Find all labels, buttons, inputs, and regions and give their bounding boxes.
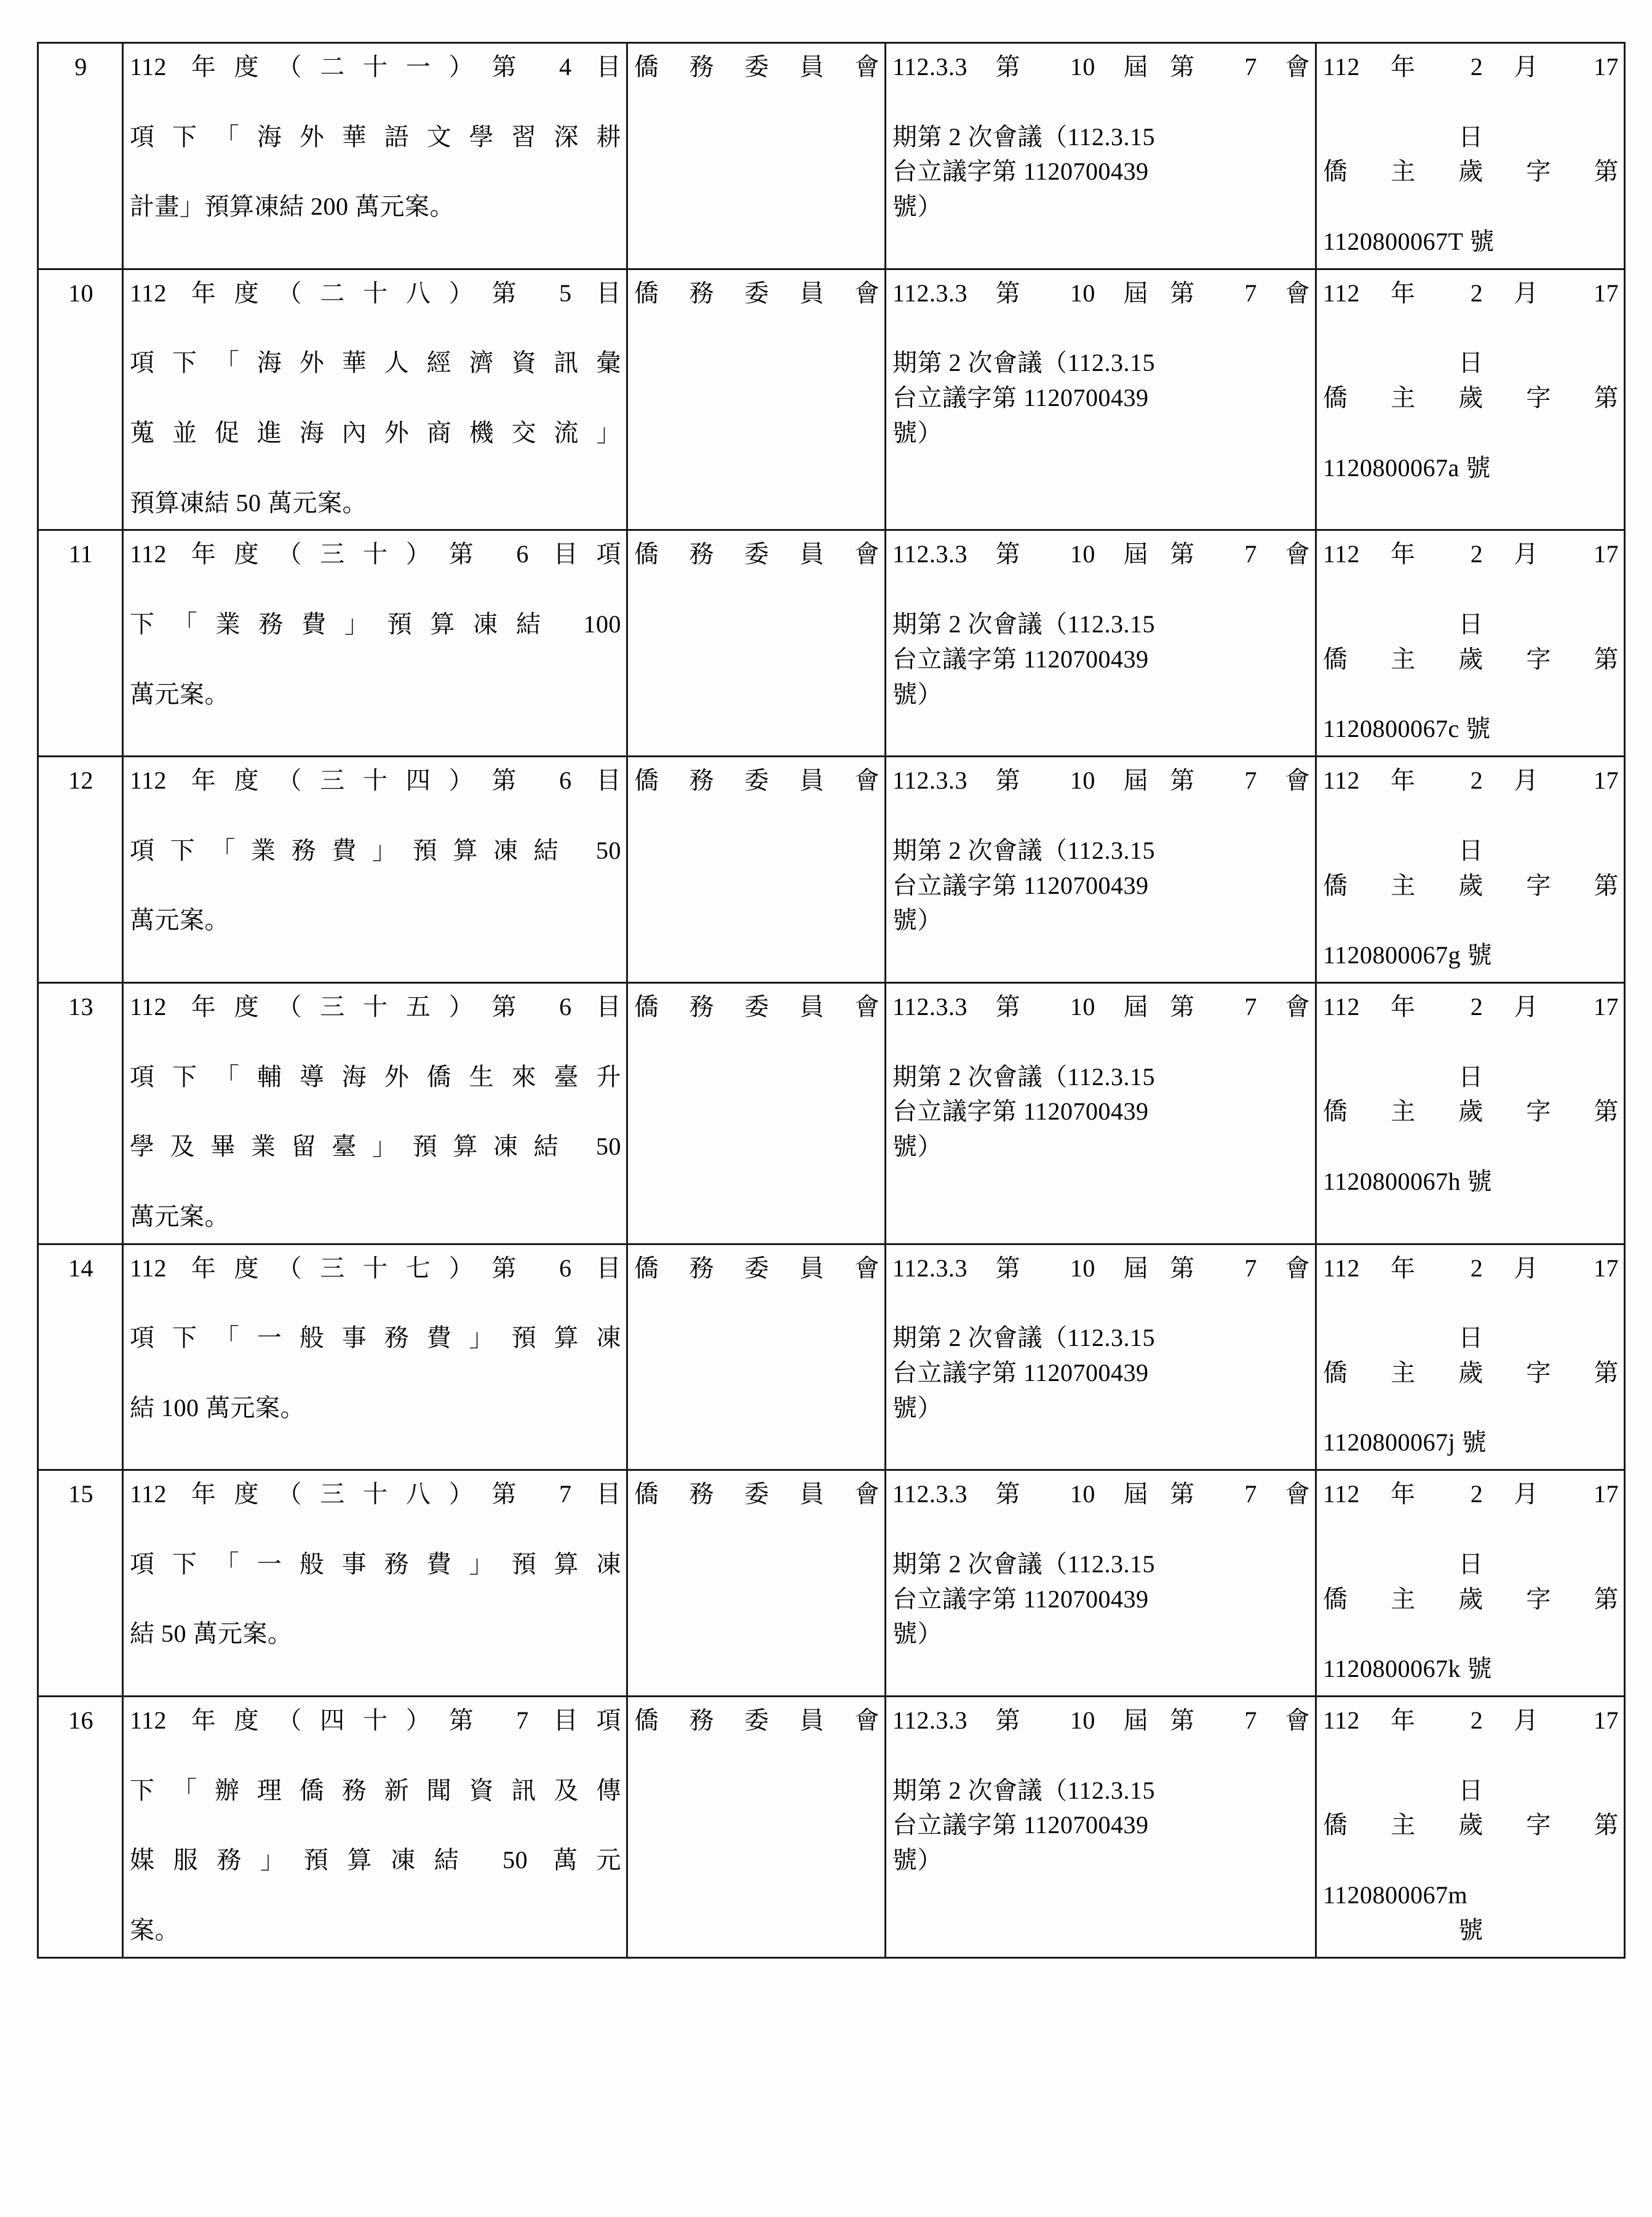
item-line: 112 年度（三十七）第 6 目 — [130, 1254, 621, 1282]
meeting-line: 期第 2 次會議（112.3.15 — [892, 122, 1156, 151]
row-organization — [627, 1244, 886, 1470]
doc-line: 112 年 2 月 17 — [1323, 279, 1619, 307]
doc-line: 日 — [1458, 610, 1483, 638]
row-document-number — [1316, 530, 1625, 757]
meeting-line: 112.3.3 第 10 屆第 7 會 — [892, 1480, 1310, 1508]
meeting-line: 112.3.3 第 10 屆第 7 會 — [892, 279, 1310, 307]
row-document-number — [1316, 757, 1625, 983]
table-row — [38, 1697, 1625, 1958]
item-line: 萬元案。 — [130, 1202, 229, 1230]
meeting-line: 112.3.3 第 10 屆第 7 會 — [892, 992, 1310, 1021]
row-item — [123, 1244, 627, 1470]
row-document-number — [1316, 1697, 1625, 1958]
item-line: 項下「一般事務費」預算凍 — [130, 1550, 621, 1578]
row-item — [123, 757, 627, 983]
row-item — [123, 43, 627, 269]
doc-line: 1120800067m — [1323, 1881, 1468, 1909]
meeting-line: 112.3.3 第 10 屆第 7 會 — [892, 540, 1310, 568]
row-item — [123, 1697, 627, 1958]
doc-line: 1120800067g 號 — [1323, 941, 1493, 969]
doc-line: 1120800067a 號 — [1323, 453, 1491, 482]
item-line: 蒐並促進海內外商機交流」 — [130, 418, 621, 447]
meeting-line: 112.3.3 第 10 屆第 7 會 — [892, 766, 1310, 795]
doc-line: 112 年 2 月 17 — [1323, 992, 1619, 1021]
frozen-budget-table — [37, 42, 1626, 1959]
doc-line: 112 年 2 月 17 — [1323, 1480, 1619, 1508]
doc-line: 112 年 2 月 17 — [1323, 53, 1619, 81]
item-line: 112 年度（三十）第 6 目項 — [130, 540, 621, 568]
row-document-number — [1316, 1470, 1625, 1697]
table-row — [38, 1244, 1625, 1470]
meeting-line: 號） — [892, 906, 942, 934]
doc-line: 112 年 2 月 17 — [1323, 766, 1619, 795]
doc-line: 僑主歲字第 — [1323, 157, 1619, 186]
doc-line: 日 — [1458, 1324, 1483, 1352]
row-meeting — [886, 269, 1316, 530]
organization-name: 僑務委員會 — [634, 766, 880, 795]
row-organization — [627, 757, 886, 983]
table-row — [38, 43, 1625, 269]
row-number: 10 — [38, 269, 123, 530]
organization-name: 僑務委員會 — [634, 1480, 880, 1508]
meeting-line: 期第 2 次會議（112.3.15 — [892, 1550, 1156, 1578]
doc-line: 日 — [1458, 1776, 1483, 1804]
organization-name: 僑務委員會 — [634, 53, 880, 81]
row-number: 13 — [38, 982, 123, 1244]
meeting-line: 期第 2 次會議（112.3.15 — [892, 349, 1156, 377]
meeting-line: 台立議字第 1120700439 — [892, 1585, 1149, 1613]
meeting-line: 112.3.3 第 10 屆第 7 會 — [892, 53, 1310, 81]
meeting-line: 期第 2 次會議（112.3.15 — [892, 836, 1156, 864]
organization-name: 僑務委員會 — [634, 1706, 880, 1735]
row-meeting — [886, 982, 1316, 1244]
item-line: 下「業務費」預算凍結 100 — [130, 610, 621, 638]
item-line: 項下「業務費」預算凍結 50 — [130, 836, 621, 864]
row-document-number — [1316, 43, 1625, 269]
item-line: 下「辦理僑務新聞資訊及傳 — [130, 1776, 621, 1804]
item-line: 項下「海外華語文學習深耕 — [130, 122, 621, 151]
item-line: 項下「一般事務費」預算凍 — [130, 1324, 621, 1352]
doc-line: 僑主歲字第 — [1323, 1585, 1619, 1613]
meeting-line: 號） — [892, 1393, 942, 1422]
item-line: 112 年度（三十五）第 6 目 — [130, 992, 621, 1021]
item-line: 學及畢業留臺」預算凍結 50 — [130, 1132, 621, 1161]
meeting-line: 112.3.3 第 10 屆第 7 會 — [892, 1254, 1310, 1282]
row-organization — [627, 1470, 886, 1697]
doc-line: 僑主歲字第 — [1323, 871, 1619, 899]
row-document-number — [1316, 269, 1625, 530]
doc-line: 日 — [1458, 1062, 1483, 1091]
item-line: 結 50 萬元案。 — [130, 1620, 293, 1648]
row-number: 15 — [38, 1470, 123, 1697]
table-row — [38, 982, 1625, 1244]
doc-line: 日 — [1458, 836, 1483, 864]
item-line: 計畫」預算凍結 200 萬元案。 — [130, 193, 455, 221]
item-line: 項下「海外華人經濟資訊彙 — [130, 349, 621, 377]
meeting-line: 號） — [892, 1846, 942, 1874]
row-number: 11 — [38, 530, 123, 757]
row-number: 16 — [38, 1697, 123, 1958]
meeting-line: 台立議字第 1120700439 — [892, 1811, 1149, 1839]
meeting-line: 號） — [892, 418, 942, 447]
row-organization — [627, 269, 886, 530]
organization-name: 僑務委員會 — [634, 1254, 880, 1282]
doc-line: 1120800067k 號 — [1323, 1655, 1493, 1683]
meeting-line: 台立議字第 1120700439 — [892, 645, 1149, 673]
row-organization — [627, 43, 886, 269]
row-meeting — [886, 1697, 1316, 1958]
meeting-line: 期第 2 次會議（112.3.15 — [892, 1776, 1156, 1804]
item-line: 項下「輔導海外僑生來臺升 — [130, 1062, 621, 1091]
row-meeting — [886, 757, 1316, 983]
meeting-line: 台立議字第 1120700439 — [892, 871, 1149, 899]
doc-line: 僑主歲字第 — [1323, 1358, 1619, 1387]
row-organization — [627, 1697, 886, 1958]
item-line: 112 年度（三十四）第 6 目 — [130, 766, 621, 795]
row-organization — [627, 530, 886, 757]
row-organization — [627, 982, 886, 1244]
row-item — [123, 982, 627, 1244]
row-document-number — [1316, 1244, 1625, 1470]
item-line: 預算凍結 50 萬元案。 — [130, 488, 367, 517]
row-meeting — [886, 43, 1316, 269]
row-document-number — [1316, 982, 1625, 1244]
meeting-line: 期第 2 次會議（112.3.15 — [892, 610, 1156, 638]
row-item — [123, 530, 627, 757]
meeting-line: 台立議字第 1120700439 — [892, 384, 1149, 412]
meeting-line: 台立議字第 1120700439 — [892, 157, 1149, 186]
table-row — [38, 269, 1625, 530]
item-line: 萬元案。 — [130, 680, 229, 708]
row-number: 9 — [38, 43, 123, 269]
doc-line: 112 年 2 月 17 — [1323, 1706, 1619, 1735]
row-number: 12 — [38, 757, 123, 983]
doc-line: 日 — [1458, 349, 1483, 377]
doc-line: 112 年 2 月 17 — [1323, 540, 1619, 568]
meeting-line: 號） — [892, 680, 942, 708]
item-line: 112 年度（四十）第 7 目項 — [130, 1706, 621, 1735]
frozen-budget-table-wrapper — [37, 42, 1624, 1959]
doc-line: 1120800067h 號 — [1323, 1167, 1493, 1195]
meeting-line: 號） — [892, 193, 942, 221]
item-line: 案。 — [130, 1916, 180, 1944]
meeting-line: 號） — [892, 1620, 942, 1648]
row-meeting — [886, 1244, 1316, 1470]
row-item — [123, 1470, 627, 1697]
row-number: 14 — [38, 1244, 123, 1470]
doc-line: 僑主歲字第 — [1323, 1811, 1619, 1839]
table-row — [38, 530, 1625, 757]
doc-line: 1120800067c 號 — [1323, 715, 1491, 743]
doc-line: 號 — [1458, 1916, 1483, 1944]
meeting-line: 期第 2 次會議（112.3.15 — [892, 1324, 1156, 1352]
meeting-line: 期第 2 次會議（112.3.15 — [892, 1062, 1156, 1091]
item-line: 萬元案。 — [130, 906, 229, 934]
row-meeting — [886, 1470, 1316, 1697]
doc-line: 僑主歲字第 — [1323, 645, 1619, 673]
organization-name: 僑務委員會 — [634, 279, 880, 307]
doc-line: 僑主歲字第 — [1323, 384, 1619, 412]
doc-line: 1120800067T 號 — [1323, 227, 1495, 255]
doc-line: 僑主歲字第 — [1323, 1097, 1619, 1126]
item-line: 媒服務」預算凍結 50 萬元 — [130, 1846, 621, 1874]
meeting-line: 台立議字第 1120700439 — [892, 1358, 1149, 1387]
doc-line: 日 — [1458, 122, 1483, 151]
meeting-line: 112.3.3 第 10 屆第 7 會 — [892, 1706, 1310, 1735]
meeting-line: 號） — [892, 1132, 942, 1161]
item-line: 112 年度（二十八）第 5 目 — [130, 279, 621, 307]
item-line: 結 100 萬元案。 — [130, 1393, 305, 1422]
doc-line: 日 — [1458, 1550, 1483, 1578]
organization-name: 僑務委員會 — [634, 992, 880, 1021]
table-row — [38, 757, 1625, 983]
item-line: 112 年度（二十一）第 4 目 — [130, 53, 621, 81]
table-row — [38, 1470, 1625, 1697]
meeting-line: 台立議字第 1120700439 — [892, 1097, 1149, 1126]
doc-line: 1120800067j 號 — [1323, 1428, 1487, 1457]
row-meeting — [886, 530, 1316, 757]
organization-name: 僑務委員會 — [634, 540, 880, 568]
row-item — [123, 269, 627, 530]
item-line: 112 年度（三十八）第 7 目 — [130, 1480, 621, 1508]
doc-line: 112 年 2 月 17 — [1323, 1254, 1619, 1282]
